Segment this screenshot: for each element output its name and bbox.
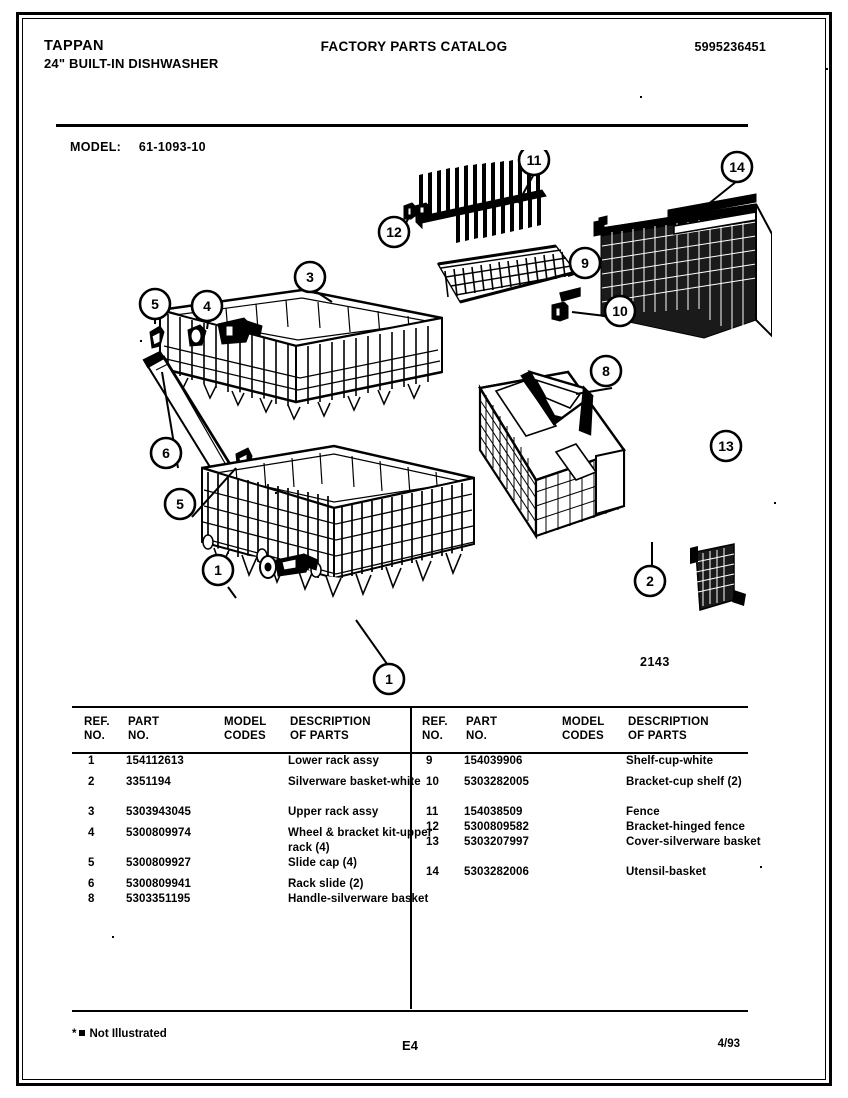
cell-ref-no: 10 — [426, 776, 439, 788]
cell-part-no: 5303943045 — [126, 806, 191, 818]
table-row — [410, 835, 761, 865]
callout-5 — [165, 489, 195, 519]
scan-speck — [112, 936, 114, 938]
exploded-view-drawing — [56, 150, 772, 696]
parts-table — [72, 706, 761, 1012]
catalog-number: 5995236451 — [694, 40, 766, 54]
parts-table-body — [72, 754, 761, 1009]
callout-8 — [591, 356, 621, 386]
header-model-codes: MODEL CODES — [224, 716, 267, 742]
svg-text:10: 10 — [612, 303, 628, 319]
svg-text:5: 5 — [176, 496, 184, 512]
parts-column-right — [410, 754, 761, 1009]
cell-ref-no: 11 — [426, 806, 439, 818]
cell-description: Shelf-cup-white — [626, 755, 714, 767]
brand-name: TAPPAN — [44, 38, 104, 54]
table-row — [410, 775, 748, 805]
cell-description: Fence — [626, 806, 660, 818]
callout-2 — [635, 566, 665, 596]
parts-illustration — [56, 150, 772, 696]
svg-text:12: 12 — [386, 224, 402, 240]
callout-1 — [203, 555, 233, 585]
catalog-title: FACTORY PARTS CATALOG — [320, 39, 508, 54]
callout-1 — [374, 664, 404, 694]
cell-ref-no: 2 — [88, 776, 95, 788]
table-row — [410, 820, 748, 835]
header-column-right — [410, 708, 748, 752]
table-row — [72, 775, 421, 805]
part-bracket-cup-shelf — [552, 302, 568, 321]
cell-ref-no: 1 — [88, 755, 95, 767]
cell-description: Silverware basket-white — [288, 776, 421, 788]
table-row — [72, 877, 410, 892]
cell-part-no: 154039906 — [464, 755, 523, 767]
cell-description: Bracket-cup shelf (2) — [626, 776, 742, 788]
cell-part-no: 5300809974 — [126, 827, 191, 839]
cell-part-no: 5300809582 — [464, 821, 529, 833]
callout-9 — [570, 248, 600, 278]
cell-part-no: 5303282005 — [464, 776, 529, 788]
cell-description: Rack slide (2) — [288, 878, 364, 890]
cell-ref-no: 5 — [88, 857, 95, 869]
header-column-left — [72, 708, 410, 752]
cell-part-no: 154038509 — [464, 806, 523, 818]
cell-part-no: 154112613 — [126, 755, 184, 767]
cell-description: Handle-silverware basket — [288, 893, 429, 905]
cell-ref-no: 4 — [88, 827, 95, 839]
cell-part-no: 5303282006 — [464, 866, 529, 878]
cell-ref-no: 8 — [88, 893, 95, 905]
callout-12 — [379, 217, 409, 247]
cell-description: Utensil-basket — [626, 866, 707, 878]
asterisk-symbol: * — [72, 1028, 77, 1040]
cell-part-no: 5303351195 — [126, 893, 191, 905]
table-row — [72, 805, 410, 826]
cell-part-no: 5300809927 — [126, 857, 191, 869]
callout-6 — [151, 438, 181, 468]
svg-text:9: 9 — [581, 255, 589, 271]
svg-text:1: 1 — [214, 562, 222, 578]
cell-description: Bracket-hinged fence — [626, 821, 745, 833]
scan-speck — [640, 96, 642, 98]
header-ref-no: REF. NO. — [84, 716, 110, 742]
header-rule — [56, 124, 748, 127]
scan-speck — [774, 502, 776, 504]
header-description-right: DESCRIPTION OF PARTS — [628, 716, 709, 742]
svg-text:14: 14 — [729, 159, 745, 175]
callout-5 — [140, 289, 170, 319]
scan-speck — [140, 340, 142, 342]
part-silverware-basket-cover — [690, 544, 746, 610]
cell-part-no: 3351194 — [126, 776, 171, 788]
svg-text:6: 6 — [162, 445, 170, 461]
header-ref-no-right: REF. NO. — [422, 716, 448, 742]
scan-speck — [760, 866, 762, 868]
cell-ref-no: 6 — [88, 878, 95, 890]
table-row — [72, 892, 429, 922]
cell-ref-no: 9 — [426, 755, 433, 767]
callout-3 — [295, 262, 325, 292]
svg-text:3: 3 — [306, 269, 314, 285]
cell-description: Upper rack assy — [288, 806, 379, 818]
cell-ref-no: 14 — [426, 866, 439, 878]
svg-text:8: 8 — [602, 363, 610, 379]
product-subtitle: 24" BUILT-IN DISHWASHER — [44, 56, 219, 71]
model-label: MODEL: — [70, 140, 122, 154]
callout-11 — [519, 150, 549, 175]
cell-description: Wheel & bracket kit-upper rack (4) — [288, 827, 433, 854]
callout-13 — [711, 431, 741, 461]
header-part-no-right: PART NO. — [466, 716, 498, 742]
svg-text:13: 13 — [718, 438, 734, 454]
table-row — [410, 805, 748, 820]
cell-part-no: 5300809941 — [126, 878, 191, 890]
scan-speck — [826, 68, 828, 70]
page-footer — [72, 1028, 748, 1052]
cell-part-no: 5303207997 — [464, 836, 529, 848]
table-row — [72, 754, 410, 775]
page-header — [44, 38, 784, 86]
cell-ref-no: 12 — [426, 821, 439, 833]
header-description: DESCRIPTION OF PARTS — [290, 716, 371, 742]
drawing-number: 2143 — [640, 655, 670, 669]
svg-text:1: 1 — [385, 671, 393, 687]
header-part-no: PART NO. — [128, 716, 160, 742]
table-row — [410, 754, 748, 775]
cell-ref-no: 3 — [88, 806, 95, 818]
callout-4 — [192, 291, 222, 321]
svg-text:2: 2 — [646, 573, 654, 589]
cell-description: Cover-silverware basket — [626, 836, 761, 848]
cell-ref-no: 13 — [426, 836, 439, 848]
svg-text:4: 4 — [203, 298, 211, 314]
cell-description: Slide cap (4) — [288, 857, 358, 869]
scan-speck — [275, 492, 277, 494]
svg-text:11: 11 — [526, 152, 542, 168]
svg-text:5: 5 — [151, 296, 159, 312]
not-illustrated-label: Not Illustrated — [89, 1028, 167, 1040]
cell-description: Lower rack assy — [288, 755, 380, 767]
callout-14 — [722, 152, 752, 182]
part-cup-shelf — [438, 246, 580, 302]
page-number: E4 — [402, 1038, 418, 1053]
table-row — [410, 865, 748, 880]
callout-10 — [605, 296, 635, 326]
part-lower-rack — [202, 446, 474, 596]
parts-table-header — [72, 708, 748, 754]
model-value: 61-1093-10 — [138, 140, 206, 154]
equals-square-icon — [79, 1030, 85, 1036]
table-row — [72, 856, 410, 877]
revision-date: 4/93 — [717, 1038, 740, 1050]
header-model-codes-right: MODEL CODES — [562, 716, 605, 742]
